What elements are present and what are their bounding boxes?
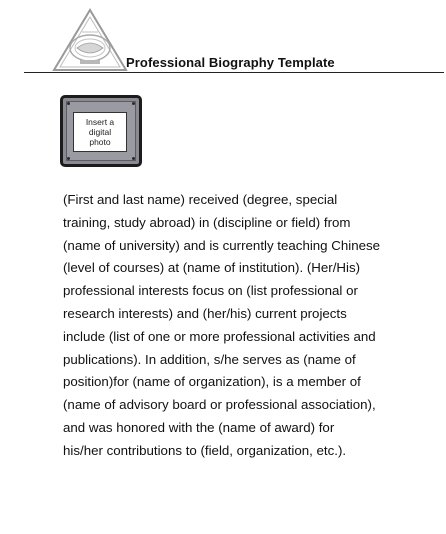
biography-line: publications). In addition, s/he serves as (name of: [63, 351, 356, 367]
biography-line: (name of advisory board or professional association),: [63, 397, 376, 413]
biography-line: research interests) and (her/his) current projects: [63, 305, 347, 321]
biography-line: professional interests focus on (list professional or: [63, 283, 358, 299]
biography-line: training, study abroad) in (discipline or field) from: [63, 214, 351, 230]
frame-screw-icon: [67, 102, 70, 105]
biography-line: (First and last name) received (degree, special: [63, 192, 338, 207]
biography-line: his/her contributions to (field, organization, etc.).: [63, 442, 347, 458]
photo-placeholder: [73, 112, 127, 152]
biography-line: (level of courses) at (name of institution). (Her/His): [63, 260, 361, 276]
photo-placeholder-frame: [60, 95, 142, 167]
biography-line: include (list of one or more professional activities and: [63, 328, 376, 344]
document-title: Professional Biography Template: [126, 55, 335, 70]
title-divider: [24, 72, 444, 73]
frame-screw-icon: [67, 157, 70, 160]
biography-line: position)for (name of organization), is a member of: [63, 374, 361, 390]
frame-screw-icon: [132, 102, 135, 105]
frame-screw-icon: [132, 157, 135, 160]
photo-placeholder-label: Insert a digital photo: [85, 117, 115, 147]
biography-paragraph: [63, 189, 439, 463]
biography-line: and was honored with the (name of award) for: [63, 419, 335, 435]
biography-line: (name of university) and is currently teaching Chinese: [63, 237, 381, 253]
organization-logo: [52, 8, 128, 72]
